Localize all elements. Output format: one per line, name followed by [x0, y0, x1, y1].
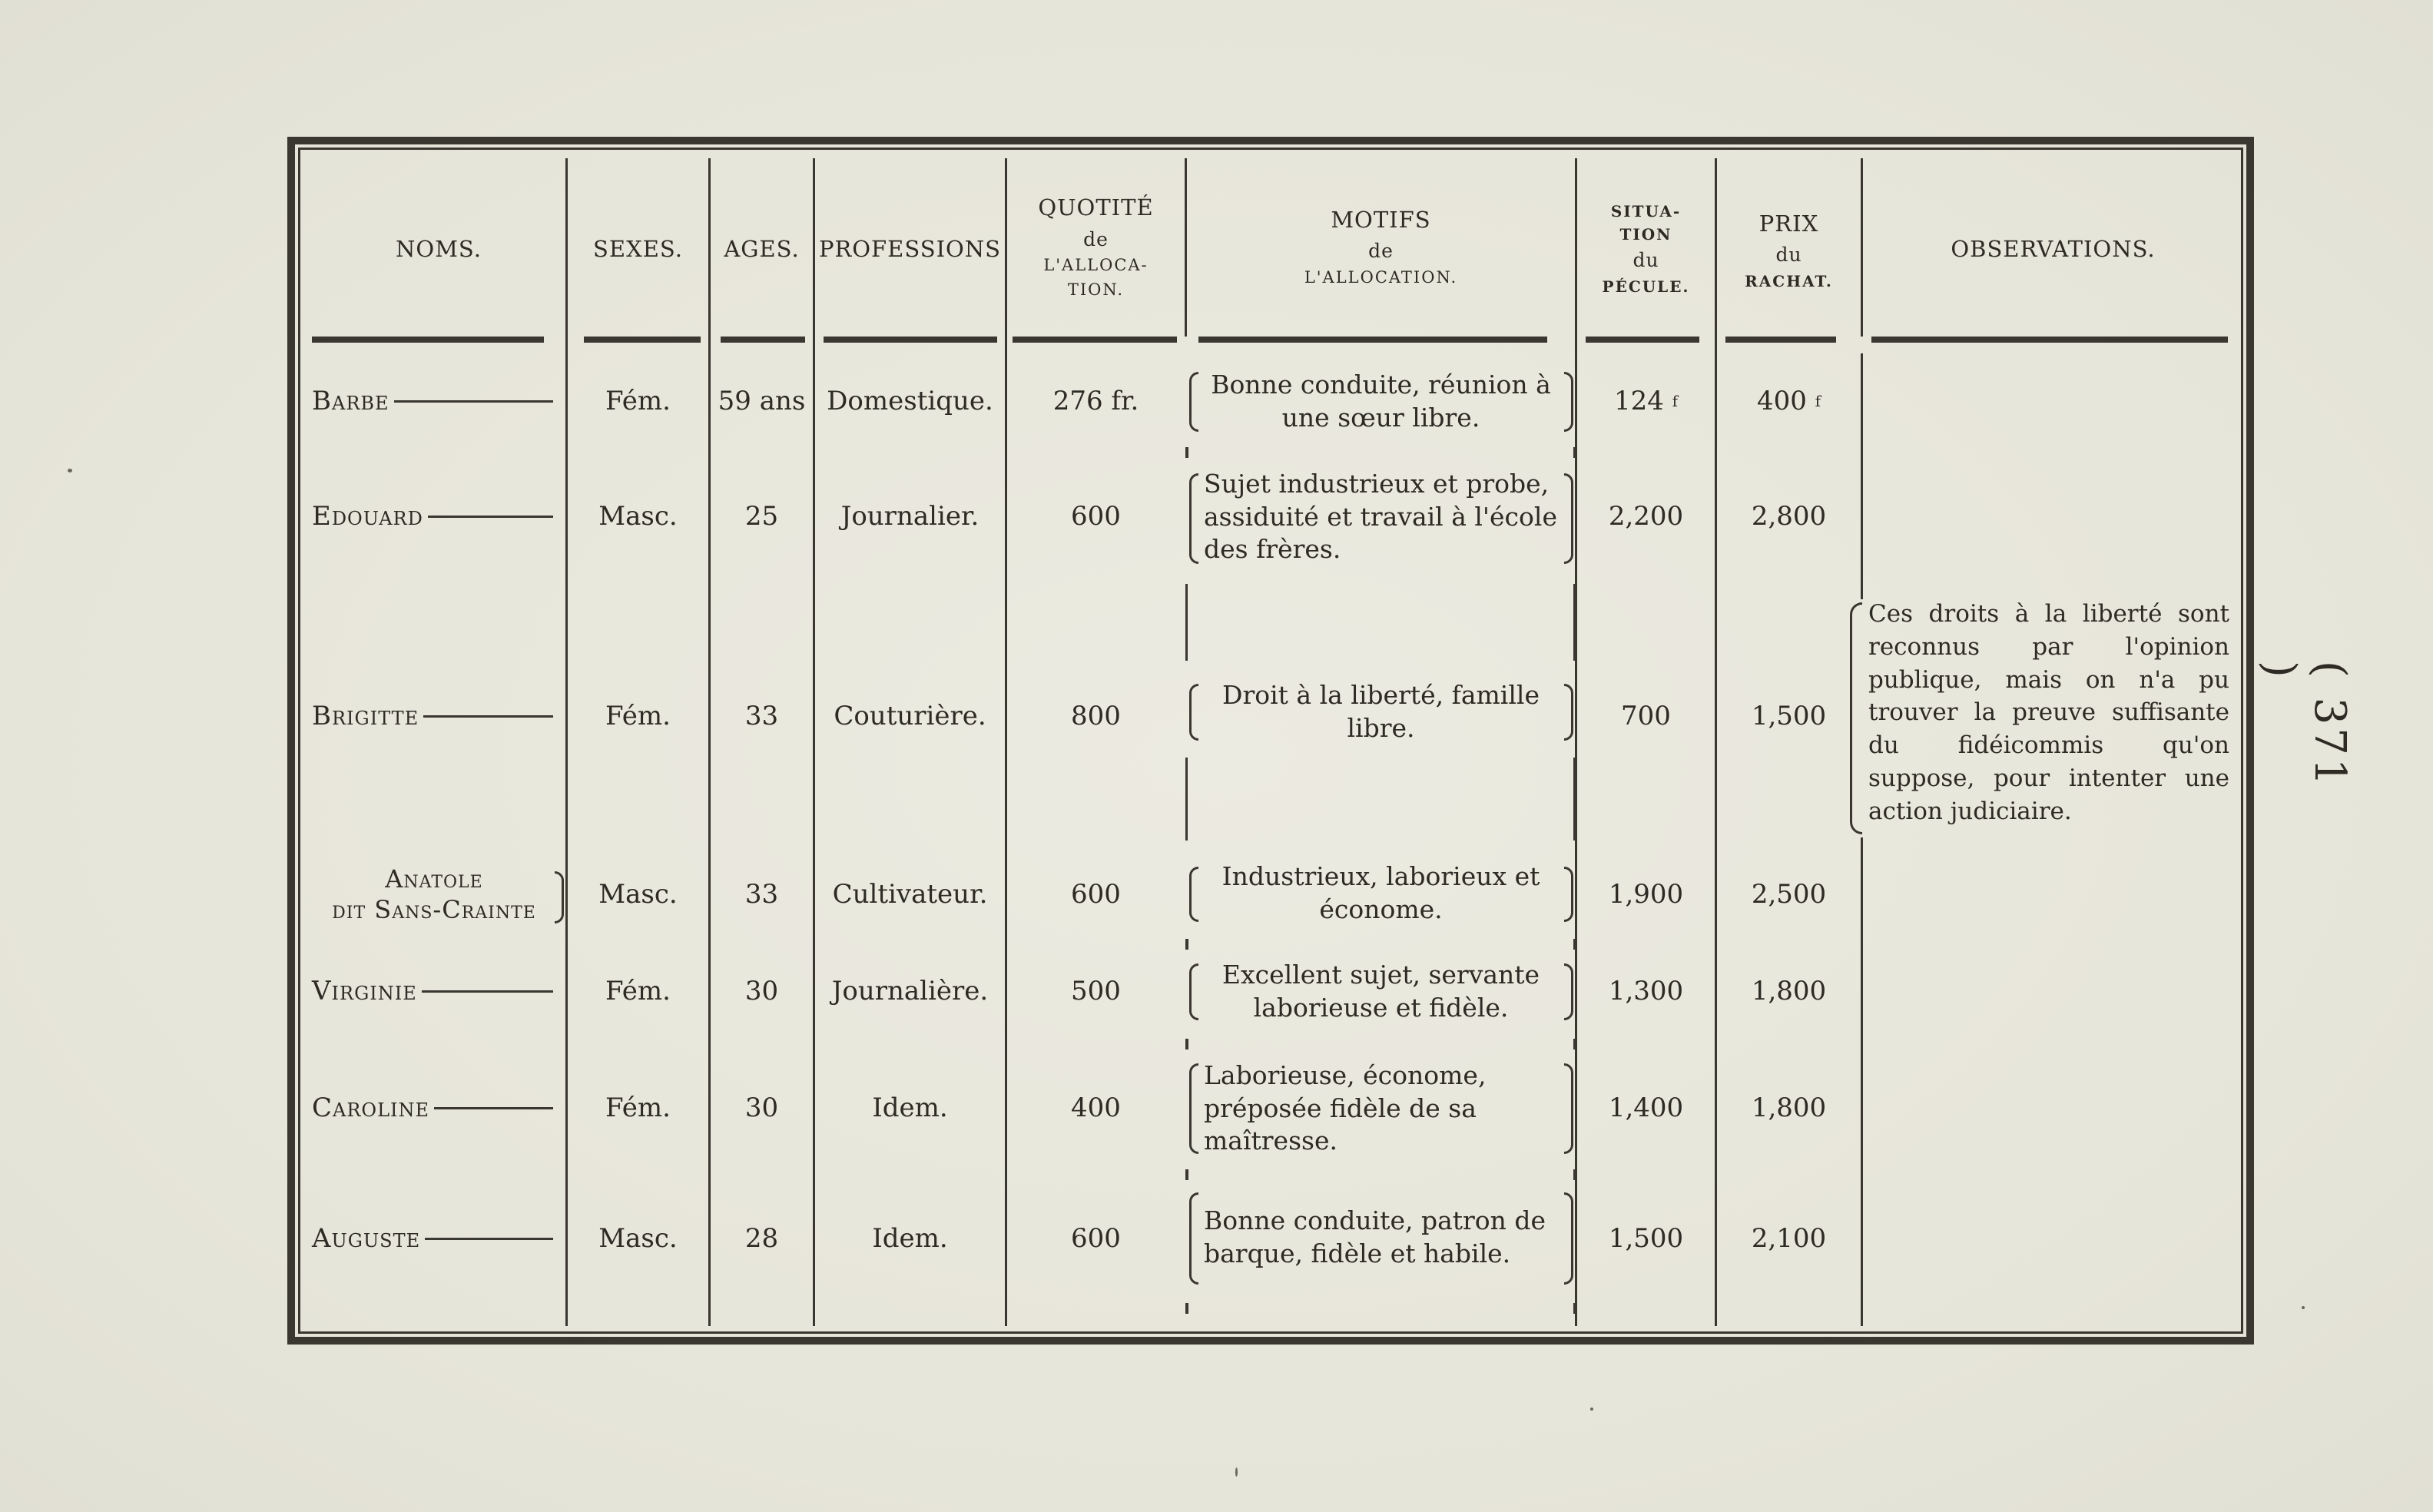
row-profession-text: Domestique.	[827, 385, 993, 416]
leader-line	[425, 1238, 553, 1240]
brace-left	[1189, 372, 1198, 432]
row-situation	[1577, 493, 1715, 539]
row-prix-text: 2,500	[1751, 878, 1827, 910]
header-professions	[815, 184, 1005, 315]
motif-separator-line	[1185, 584, 1188, 661]
row-name	[312, 968, 553, 1014]
column-divider	[1861, 837, 1863, 1326]
motif-separator-mark	[1573, 1303, 1576, 1314]
row-situation-text: 2,200	[1608, 500, 1684, 532]
row-quotite-text: 600	[1071, 878, 1121, 910]
row-situation	[1577, 968, 1715, 1014]
header-ages	[711, 184, 813, 315]
row-prix	[1717, 1085, 1861, 1131]
brace-left	[1189, 867, 1198, 922]
row-motif	[1187, 1057, 1575, 1160]
row-situation	[1577, 1215, 1715, 1262]
header-situation-line3: du	[1632, 249, 1659, 272]
row-name-text: Caroline	[312, 1093, 430, 1123]
row-motif-text: Sujet industrieux et probe, assiduité et travail à l'école des frères.	[1204, 468, 1557, 565]
header-observations	[1863, 184, 2243, 315]
row-motif	[1187, 676, 1575, 748]
leader-line	[394, 400, 553, 403]
row-profession	[815, 1085, 1005, 1131]
header-sexes	[568, 184, 708, 315]
row-sex-text: Fém.	[605, 385, 671, 416]
row-age	[711, 968, 813, 1014]
row-situation	[1577, 871, 1715, 917]
row-situation-text: 1,300	[1608, 975, 1684, 1006]
motif-separator-mark	[1185, 939, 1188, 950]
row-motif-text: Bonne conduite, réunion à une sœur libre.	[1211, 370, 1551, 433]
row-name	[312, 493, 553, 539]
row-quotite	[1007, 378, 1185, 424]
row-prix-text: 1,500	[1751, 700, 1827, 731]
header-prix	[1717, 178, 1861, 321]
row-profession-text: Couturière.	[834, 700, 986, 731]
row-motif	[1187, 857, 1575, 930]
header-noms	[312, 184, 565, 315]
header-rule	[1586, 337, 1699, 343]
header-situation-line4: PÉCULE.	[1602, 277, 1690, 296]
row-age-text: 30	[744, 1092, 779, 1123]
row-age	[711, 693, 813, 739]
row-sex	[568, 693, 708, 739]
row-situation-unit: f	[1672, 392, 1679, 410]
row-profession	[815, 693, 1005, 739]
column-divider	[1861, 353, 1863, 599]
row-name	[307, 860, 561, 928]
row-sex-text: Masc.	[598, 1222, 678, 1254]
row-motif	[1187, 466, 1575, 569]
header-situation-line2: TION	[1619, 225, 1672, 244]
row-name-text: Auguste	[312, 1223, 421, 1254]
row-situation	[1577, 693, 1715, 739]
row-profession	[815, 871, 1005, 917]
header-observations-text: OBSERVATIONS.	[1951, 236, 2156, 263]
row-age	[711, 493, 813, 539]
motif-separator-mark	[1185, 1039, 1188, 1049]
row-motif	[1187, 1186, 1575, 1289]
column-divider	[1005, 158, 1007, 1326]
header-situation	[1577, 172, 1715, 326]
brace-right	[555, 871, 564, 923]
row-name-text: Brigitte	[312, 701, 419, 731]
paper-speck	[1590, 1408, 1593, 1411]
row-name	[312, 1085, 553, 1131]
row-sex-text: Masc.	[598, 878, 678, 910]
row-age	[711, 1085, 813, 1131]
row-age-text: 33	[744, 878, 779, 910]
row-age-text: 59 ans	[718, 385, 806, 416]
row-prix-text: 2,100	[1751, 1222, 1827, 1254]
brace-right	[1564, 372, 1573, 432]
brace-right	[1564, 473, 1573, 564]
header-prix-line1: PRIX	[1758, 210, 1819, 237]
leader-line	[434, 1107, 553, 1109]
header-quotite-line3: L'ALLOCA-	[1043, 256, 1149, 274]
row-profession	[815, 968, 1005, 1014]
row-age	[711, 1215, 813, 1262]
brace-right	[1564, 1192, 1573, 1285]
header-motifs-line3: L'ALLOCATION.	[1304, 267, 1458, 287]
row-profession	[815, 1215, 1005, 1262]
header-situation-line1: SITUA-	[1610, 202, 1682, 221]
header-rule	[1013, 337, 1177, 343]
row-motif	[1187, 366, 1575, 438]
row-age-text: 25	[744, 500, 779, 532]
header-rule	[312, 337, 544, 343]
row-situation-text: 124	[1613, 385, 1664, 416]
leader-line	[423, 715, 553, 718]
row-profession-text: Idem.	[872, 1222, 948, 1254]
row-prix	[1717, 693, 1861, 739]
row-prix-unit: f	[1815, 392, 1821, 410]
brace-right	[1564, 867, 1573, 922]
row-age	[711, 871, 813, 917]
motif-separator-mark	[1185, 447, 1188, 458]
row-sex-text: Fém.	[605, 975, 671, 1006]
brace-left	[1189, 684, 1198, 741]
row-prix-text: 1,800	[1751, 975, 1827, 1006]
row-sex-text: Fém.	[605, 700, 671, 731]
brace-left	[1189, 1063, 1198, 1154]
row-name	[312, 1215, 553, 1262]
row-motif-text: Laborieuse, économe, préposée fidèle de sa maîtresse.	[1204, 1059, 1487, 1156]
header-rule	[1725, 337, 1836, 343]
row-prix	[1717, 1215, 1861, 1262]
paper-speck	[68, 469, 72, 472]
motif-separator-mark	[1185, 1169, 1188, 1180]
row-profession	[815, 493, 1005, 539]
row-sex	[568, 968, 708, 1014]
row-motif-text: Industrieux, laborieux et économe.	[1221, 861, 1540, 924]
header-quotite	[1007, 166, 1185, 327]
row-prix-text: 1,800	[1751, 1092, 1827, 1123]
header-rule	[824, 337, 997, 343]
leader-line	[422, 990, 553, 993]
row-prix-text: 2,800	[1751, 500, 1827, 532]
row-prix	[1717, 871, 1861, 917]
row-motif	[1187, 956, 1575, 1028]
brace-right	[1564, 1063, 1573, 1154]
row-motif-text: Droit à la liberté, famille libre.	[1222, 680, 1540, 743]
row-name-line1: Anatole	[385, 864, 483, 894]
brace-left	[1189, 963, 1198, 1020]
header-sexes-text: SEXES.	[593, 236, 683, 263]
row-sex	[568, 1085, 708, 1131]
header-prix-line2: du	[1775, 244, 1802, 266]
row-quotite	[1007, 871, 1185, 917]
row-quotite	[1007, 1085, 1185, 1131]
row-prix	[1717, 968, 1861, 1014]
row-sex	[568, 1215, 708, 1262]
header-professions-text: PROFESSIONS	[818, 236, 1002, 263]
row-prix	[1717, 493, 1861, 539]
header-prix-line3: RACHAT.	[1745, 271, 1833, 290]
page-number-text: ( 371 )	[2255, 661, 2355, 789]
observation-brace	[1850, 602, 1862, 834]
row-quotite-text: 400	[1071, 1092, 1121, 1123]
row-sex	[568, 378, 708, 424]
brace-left	[1189, 1192, 1198, 1285]
header-rule	[1198, 337, 1547, 343]
row-name-text: Barbe	[312, 386, 389, 416]
row-name-text: Edouard	[312, 501, 423, 532]
row-age-text: 28	[744, 1222, 779, 1254]
paper-speck	[1235, 1467, 1238, 1477]
motif-separator-line	[1573, 584, 1576, 661]
brace-right	[1564, 684, 1573, 741]
motif-separator-mark	[1573, 1039, 1576, 1049]
row-quotite	[1007, 1215, 1185, 1262]
column-divider	[708, 158, 711, 1326]
header-motifs-line2: de	[1368, 240, 1394, 263]
motif-separator-line	[1185, 758, 1188, 841]
row-motif-text: Excellent sujet, servante laborieuse et fidèle.	[1221, 960, 1540, 1023]
column-divider	[565, 158, 568, 1326]
row-quotite-text: 600	[1071, 500, 1121, 532]
row-name-line2: dit Sans-Crainte	[332, 895, 536, 924]
row-quotite	[1007, 968, 1185, 1014]
row-age	[711, 378, 813, 424]
header-rule	[584, 337, 701, 343]
row-profession-text: Cultivateur.	[832, 878, 988, 910]
motif-separator-mark	[1573, 447, 1576, 458]
leader-line	[428, 516, 553, 518]
paper-speck	[2302, 1306, 2305, 1309]
row-sex	[568, 871, 708, 917]
header-rule	[1871, 337, 2228, 343]
header-quotite-line4: TION.	[1067, 280, 1125, 299]
row-quotite-text: 276 fr.	[1052, 385, 1139, 416]
header-rule	[721, 337, 805, 343]
row-situation-text: 1,500	[1608, 1222, 1684, 1254]
header-noms-text: NOMS.	[396, 236, 482, 263]
header-motifs-line1: MOTIFS	[1331, 206, 1431, 233]
row-situation	[1577, 1085, 1715, 1131]
brace-right	[1564, 963, 1573, 1020]
row-sex-text: Masc.	[598, 500, 678, 532]
row-age-text: 30	[744, 975, 779, 1006]
row-quotite	[1007, 693, 1185, 739]
row-quotite-text: 600	[1071, 1222, 1121, 1254]
motif-separator-mark	[1185, 1303, 1188, 1314]
header-quotite-line1: QUOTITÉ	[1038, 194, 1154, 220]
row-prix	[1717, 378, 1861, 424]
row-profession-text: Idem.	[872, 1092, 948, 1123]
row-quotite-text: 500	[1071, 975, 1121, 1006]
row-situation-text: 1,900	[1608, 878, 1684, 910]
column-divider	[813, 158, 815, 1326]
row-profession-text: Journalière.	[831, 975, 989, 1006]
row-sex	[568, 493, 708, 539]
row-age-text: 33	[744, 700, 779, 731]
row-profession-text: Journalier.	[840, 500, 979, 532]
header-ages-text: AGES.	[724, 236, 800, 263]
brace-left	[1189, 473, 1198, 564]
observation-text: Ces droits à la liberté sont reconnus par l'opinion publique, mais on n'a pu trouver la preuve suffisante du fidéicommis qu'on suppose, pour intenter une action judiciaire.	[1868, 600, 2229, 825]
row-quotite	[1007, 493, 1185, 539]
row-situation-text: 700	[1621, 700, 1671, 731]
column-divider	[1575, 158, 1577, 1326]
motif-separator-mark	[1573, 939, 1576, 950]
row-name	[312, 378, 553, 424]
header-motifs	[1187, 174, 1575, 320]
motif-separator-mark	[1573, 1169, 1576, 1180]
header-quotite-line2: de	[1083, 227, 1109, 250]
row-name-text: Virginie	[312, 976, 417, 1006]
row-prix-text: 400	[1756, 385, 1807, 416]
row-situation-text: 1,400	[1608, 1092, 1684, 1123]
row-situation	[1577, 378, 1715, 424]
row-profession	[815, 378, 1005, 424]
page-number	[2255, 661, 2355, 814]
column-divider	[1715, 158, 1717, 1326]
row-motif-text: Bonne conduite, patron de barque, fidèle et habile.	[1204, 1205, 1546, 1268]
row-quotite-text: 800	[1071, 700, 1121, 731]
row-name	[312, 693, 553, 739]
motif-separator-line	[1573, 758, 1576, 841]
row-sex-text: Fém.	[605, 1092, 671, 1123]
